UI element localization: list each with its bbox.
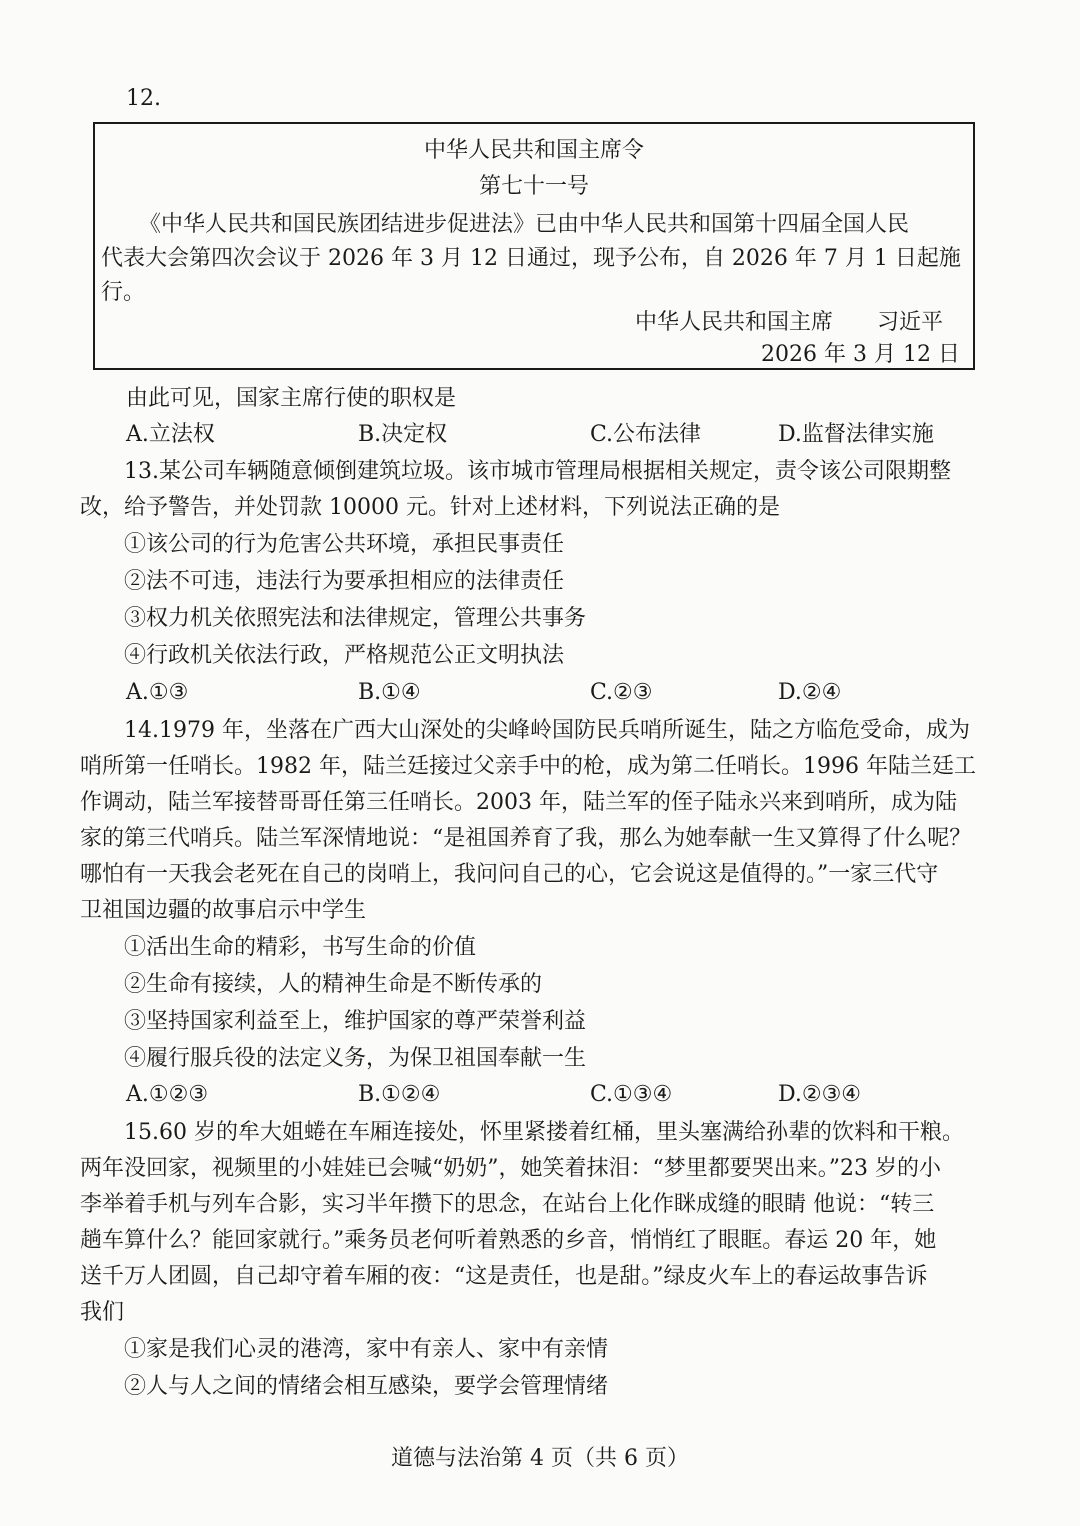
page-footer: 道德与法治第 4 页（共 6 页） [391, 1446, 689, 1471]
q14-option-a: A.①②③ [126, 1082, 209, 1107]
q15-item-1: ①家是我们心灵的港湾，家中有亲人、家中有亲情 [124, 1337, 609, 1362]
question-12-stem: 由此可见，国家主席行使的职权是 [126, 386, 457, 411]
q13-item-3: ③权力机关依照宪法和法律规定，管理公共事务 [124, 606, 587, 631]
question-13-line-2: 改，给予警告，并处罚款 10000 元。针对上述材料，下列说法正确的是 [80, 495, 780, 520]
question-14-line-4: 家的第三代哨兵。陆兰军深情地说：“是祖国养育了我，那么为她奉献一生又算得了什么呢？ [80, 826, 972, 851]
q12-option-d: D.监督法律实施 [778, 422, 934, 447]
question-12-number: 12. [126, 86, 161, 111]
question-15-line-3: 李举着手机与列车合影，实习半年攒下的思念，在站台上化作眯成缝的眼睛 他说：“转三 [80, 1192, 935, 1217]
q13-item-2: ②法不可违，违法行为要承担相应的法律责任 [124, 569, 565, 594]
q12-option-a: A.立法权 [126, 422, 215, 447]
order-body-line-3: 行。 [101, 280, 146, 305]
q14-item-2: ②生命有接续，人的精神生命是不断传承的 [124, 972, 543, 997]
question-14-line-3: 作调动，陆兰军接替哥哥任第三任哨长。2003 年，陆兰军的侄子陆永兴来到哨所，成为陆 [80, 790, 957, 815]
question-14-line-6: 卫祖国边疆的故事启示中学生 [80, 898, 367, 923]
q14-item-1: ①活出生命的精彩，书写生命的价值 [124, 935, 477, 960]
question-15-line-4: 趟车算什么？能回家就行。”乘务员老何听着熟悉的乡音，悄悄红了眼眶。春运 20 年，她 [80, 1228, 937, 1253]
q13-option-d: D.②④ [778, 680, 842, 705]
question-15-line-2: 两年没回家，视频里的小娃娃已会喊“奶奶”，她笑着抹泪：“梦里都要哭出来。”23 岁的小 [80, 1156, 941, 1181]
q12-option-c: C.公布法律 [590, 422, 702, 447]
order-title: 中华人民共和国主席令 [423, 138, 644, 163]
order-signer-title: 中华人民共和国主席 [635, 310, 834, 335]
q14-item-3: ③坚持国家利益至上，维护国家的尊严荣誉利益 [124, 1009, 587, 1034]
question-15-line-1: 15.60 岁的牟大姐蜷在车厢连接处，怀里紧搂着红桶，里头塞满给孙辈的饮料和干粮。 [124, 1120, 964, 1145]
question-13-line-1: 13.某公司车辆随意倾倒建筑垃圾。该市城市管理局根据相关规定，责令该公司限期整 [124, 459, 951, 484]
question-14-line-2: 哨所第一任哨长。1982 年，陆兰廷接过父亲手中的枪，成为第二任哨长。1996 年陆兰廷工 [80, 754, 976, 779]
q13-option-b: B.①④ [358, 680, 421, 705]
question-14-line-1: 14.1979 年，坐落在广西大山深处的尖峰岭国防民兵哨所诞生，陆之方临危受命，成为 [124, 718, 970, 743]
q14-option-d: D.②③④ [778, 1082, 862, 1107]
question-15-line-5: 送千万人团圆，自己却守着车厢的夜：“这是责任，也是甜。”绿皮火车上的春运故事告诉 [80, 1264, 928, 1289]
order-number: 第七十一号 [478, 174, 589, 199]
order-date: 2026 年 3 月 12 日 [761, 342, 960, 367]
q13-item-1: ①该公司的行为危害公共环境，承担民事责任 [124, 532, 565, 557]
q14-option-b: B.①②④ [358, 1082, 441, 1107]
question-14-line-5: 哪怕有一天我会老死在自己的岗哨上，我问问自己的心，它会说这是值得的。”一家三代守 [80, 862, 939, 887]
q14-option-c: C.①③④ [590, 1082, 673, 1107]
order-body-line-2: 代表大会第四次会议于 2026 年 3 月 12 日通过，现予公布，自 2026 年 7 月 1 日起施 [101, 246, 961, 271]
q14-item-4: ④履行服兵役的法定义务，为保卫祖国奉献一生 [124, 1046, 587, 1071]
presidential-order-box [93, 122, 975, 370]
q12-option-b: B.决定权 [358, 422, 448, 447]
q13-option-c: C.②③ [590, 680, 653, 705]
q15-item-2: ②人与人之间的情绪会相互感染，要学会管理情绪 [124, 1374, 609, 1399]
question-15-line-6: 我们 [80, 1300, 125, 1325]
q13-option-a: A.①③ [126, 680, 189, 705]
order-body-line-1: 《中华人民共和国民族团结进步促进法》已由中华人民共和国第十四届全国人民 [139, 212, 910, 237]
order-signer-name: 习近平 [877, 310, 944, 335]
q13-item-4: ④行政机关依法行政，严格规范公正文明执法 [124, 643, 565, 668]
